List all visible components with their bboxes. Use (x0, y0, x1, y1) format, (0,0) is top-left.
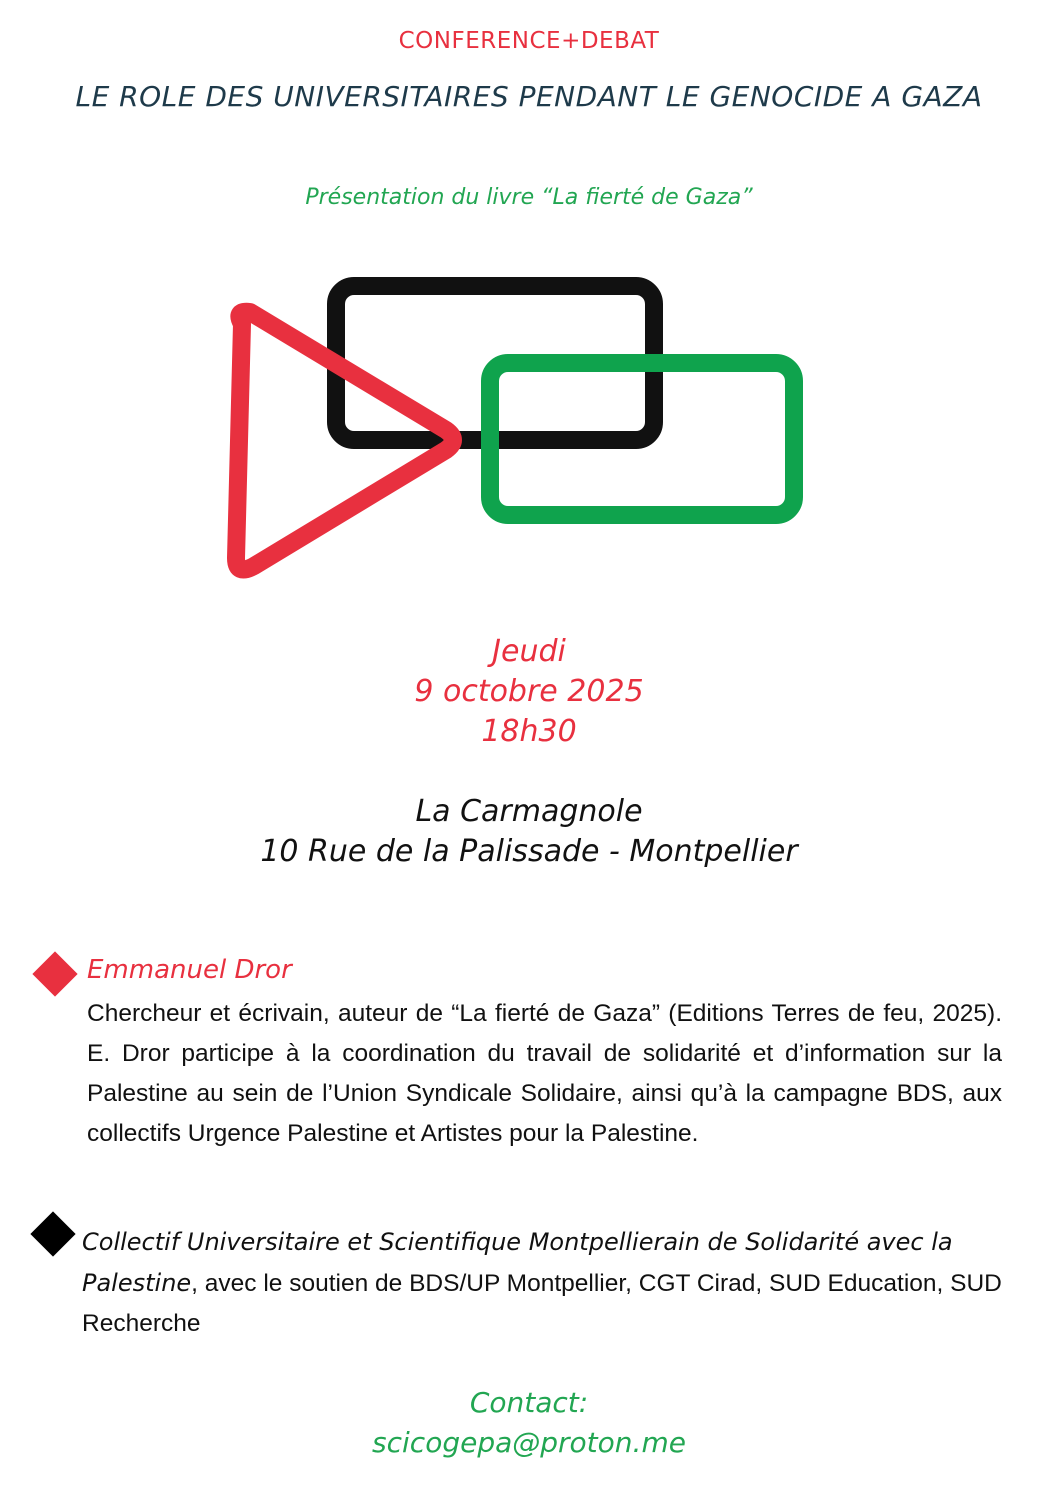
organizer-support: , avec le soutien de BDS/UP Montpellier, CGT Cirad, SUD Education, SUD Recherche (82, 1270, 1002, 1337)
venue-name: La Carmagnole (415, 794, 643, 829)
contact-label: Contact: (469, 1386, 589, 1419)
book-presentation-subtitle: Présentation du livre “La fierté de Gaza” (305, 185, 753, 210)
venue-address: 10 Rue de la Palissade - Montpellier (260, 834, 798, 869)
event-venue (0, 792, 1058, 872)
speaker-name: Emmanuel Dror (87, 955, 292, 985)
black-diamond-bullet-icon (30, 1211, 75, 1256)
red-diamond-bullet-icon (32, 951, 77, 996)
speaker-bio: Chercheur et écrivain, auteur de “La fierté de Gaza” (Editions Terres de feu, 2025). E. Dror participe à la coordination du travail de solidarité et d’information sur la Palestine au sein de l’Union Syndicale Solidaire, ainsi qu’à la campagne BDS, aux collectifs Urgence Palestine et Artistes pour la Palestine. (87, 1000, 1002, 1147)
event-day: Jeudi (492, 634, 566, 669)
organizer-paragraph (82, 1222, 1002, 1344)
event-date: 9 octobre 2025 (414, 674, 644, 709)
event-type-label: CONFERENCE+DEBAT (398, 28, 660, 54)
event-time: 18h30 (481, 714, 577, 749)
contact-email[interactable]: scicogepa@proton.me (372, 1426, 686, 1459)
event-datetime (0, 632, 1058, 752)
contact-block (0, 1383, 1058, 1463)
organizer-name: Collectif Universitaire et Scientifique Montpellierain de Solidarité avec la Palestine (82, 1228, 953, 1297)
palestine-colors-logo (222, 272, 812, 584)
page-title: LE ROLE DES UNIVERSITAIRES PENDANT LE GENOCIDE A GAZA (75, 80, 983, 113)
